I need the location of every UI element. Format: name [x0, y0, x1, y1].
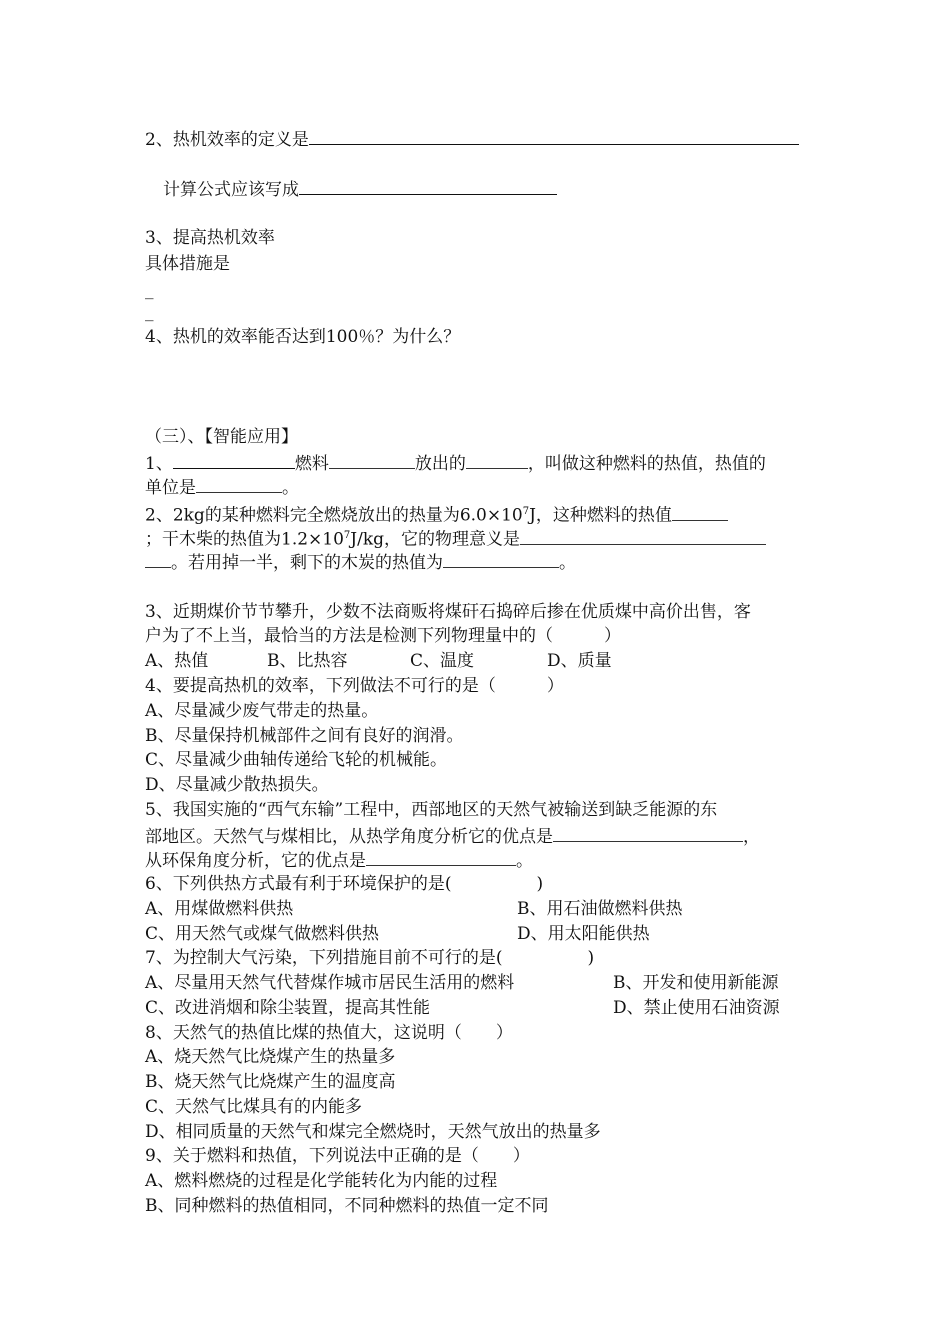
option-d[interactable]: D、相同质量的天然气和煤完全燃烧时，天然气放出的热量多	[145, 1122, 601, 1142]
question-text: J，这种燃料的热值	[529, 505, 672, 526]
exponent: 7	[343, 530, 351, 541]
option-d[interactable]: D、禁止使用石油资源	[613, 998, 780, 1018]
question-2-formula	[163, 176, 557, 202]
answer-blank[interactable]	[443, 549, 559, 568]
option-c[interactable]: C、尽量减少曲轴传递给飞轮的机械能。	[145, 750, 448, 770]
option-d[interactable]: D、用太阳能供热	[517, 924, 650, 944]
answer-blank[interactable]	[145, 549, 171, 568]
answer-blank[interactable]	[299, 176, 557, 195]
app-question-5-line3	[145, 847, 533, 873]
question-text: 从环保角度分析，它的优点是	[145, 851, 366, 871]
question-text: ，叫做这种燃料的热值，热值的	[527, 454, 766, 474]
option-a[interactable]: A、热值	[145, 651, 209, 671]
answer-blank[interactable]	[173, 450, 295, 469]
question-3-subtitle: 具体措施是	[145, 254, 230, 274]
app-question-2-line3	[145, 549, 576, 575]
question-text: 计算公式应该写成	[163, 180, 299, 200]
option-b[interactable]: B、烧天然气比烧煤产生的温度高	[145, 1072, 396, 1092]
question-text: 。	[516, 851, 533, 871]
question-3-title: 3、提高热机效率	[145, 228, 275, 248]
question-text: 燃料	[294, 454, 329, 474]
question-text: 。	[559, 553, 576, 573]
app-question-1	[145, 450, 766, 476]
option-b[interactable]: B、尽量保持机械部件之间有良好的润滑。	[145, 726, 464, 746]
app-question-3: 3、近期煤价节节攀升，少数不法商贩将煤矸石捣碎后掺在优质煤中高价出售，客	[145, 602, 751, 622]
app-question-8: 8、天然气的热值比煤的热值大，这说明（ ）	[145, 1023, 513, 1043]
option-a[interactable]: A、燃料燃烧的过程是化学能转化为内能的过程	[145, 1171, 498, 1191]
option-b[interactable]: B、开发和使用新能源	[613, 973, 779, 993]
answer-blank[interactable]	[466, 450, 528, 469]
option-c[interactable]: C、温度	[410, 651, 475, 671]
answer-blank[interactable]	[520, 526, 766, 545]
question-text: 。若用掉一半，剩下的木炭的热值为	[171, 553, 443, 573]
question-text: 单位是	[145, 478, 196, 498]
option-a[interactable]: A、尽量用天然气代替煤作城市居民生活用的燃料	[145, 973, 515, 993]
option-c[interactable]: C、用天然气或煤气做燃料供热	[145, 924, 380, 944]
option-a[interactable]: A、尽量减少废气带走的热量。	[145, 701, 379, 721]
app-question-7: 7、为控制大气污染，下列措施目前不可行的是( )	[145, 948, 595, 968]
app-question-5-line2	[145, 823, 760, 849]
question-text: J/kg，它的物理意义是	[350, 529, 521, 550]
question-number: 1、	[145, 454, 173, 474]
section-heading: （三）、【智能应用】	[145, 427, 298, 447]
question-text: 2、2kg的某种燃料完全燃烧放出的热量为6.0×10	[145, 505, 523, 526]
answer-blank[interactable]	[553, 823, 743, 842]
answer-blank[interactable]	[196, 474, 282, 493]
answer-blank[interactable]	[329, 450, 415, 469]
answer-blank[interactable]	[366, 847, 516, 866]
app-question-3-line2: 户为了不上当，最恰当的方法是检测下列物理量中的（ ）	[145, 626, 621, 646]
question-text: ；干木柴的热值为1.2×10	[145, 529, 344, 550]
option-d[interactable]: D、尽量减少散热损失。	[145, 775, 329, 795]
option-c[interactable]: C、改进消烟和除尘装置，提高其性能	[145, 998, 431, 1018]
app-question-5: 5、我国实施的“西气东输”工程中，西部地区的天然气被输送到缺乏能源的东	[145, 800, 718, 820]
answer-blank[interactable]	[672, 502, 728, 521]
question-text: 。	[282, 478, 299, 498]
question-text: 2、热机效率的定义是	[145, 130, 309, 150]
option-b[interactable]: B、同种燃料的热值相同，不同种燃料的热值一定不同	[145, 1196, 549, 1216]
question-text: ，	[743, 827, 760, 847]
app-question-6: 6、下列供热方式最有利于环境保护的是( )	[145, 874, 544, 894]
answer-blank[interactable]	[309, 126, 799, 145]
option-c[interactable]: C、天然气比煤具有的内能多	[145, 1097, 363, 1117]
question-4-efficiency: 4、热机的效率能否达到100％？为什么？	[145, 327, 461, 347]
app-question-2-line2	[145, 524, 766, 552]
option-b[interactable]: B、比热容	[267, 651, 348, 671]
option-a[interactable]: A、烧天然气比烧煤产生的热量多	[145, 1047, 396, 1067]
option-b[interactable]: B、用石油做燃料供热	[517, 899, 683, 919]
exponent: 7	[522, 506, 530, 517]
question-text: 放出的	[414, 454, 466, 474]
question-2-definition	[145, 126, 799, 152]
option-a[interactable]: A、用煤做燃料供热	[145, 899, 294, 919]
app-question-9: 9、关于燃料和热值，下列说法中正确的是（ ）	[145, 1146, 530, 1166]
question-text: 部地区。天然气与煤相比，从热学角度分析它的优点是	[145, 827, 553, 847]
answer-dash[interactable]: _	[145, 302, 154, 322]
option-d[interactable]: D、质量	[547, 651, 612, 671]
app-question-1-line2	[145, 474, 299, 500]
answer-dash[interactable]: _	[145, 280, 154, 300]
app-question-4: 4、要提高热机的效率，下列做法不可行的是（ ）	[145, 676, 564, 696]
